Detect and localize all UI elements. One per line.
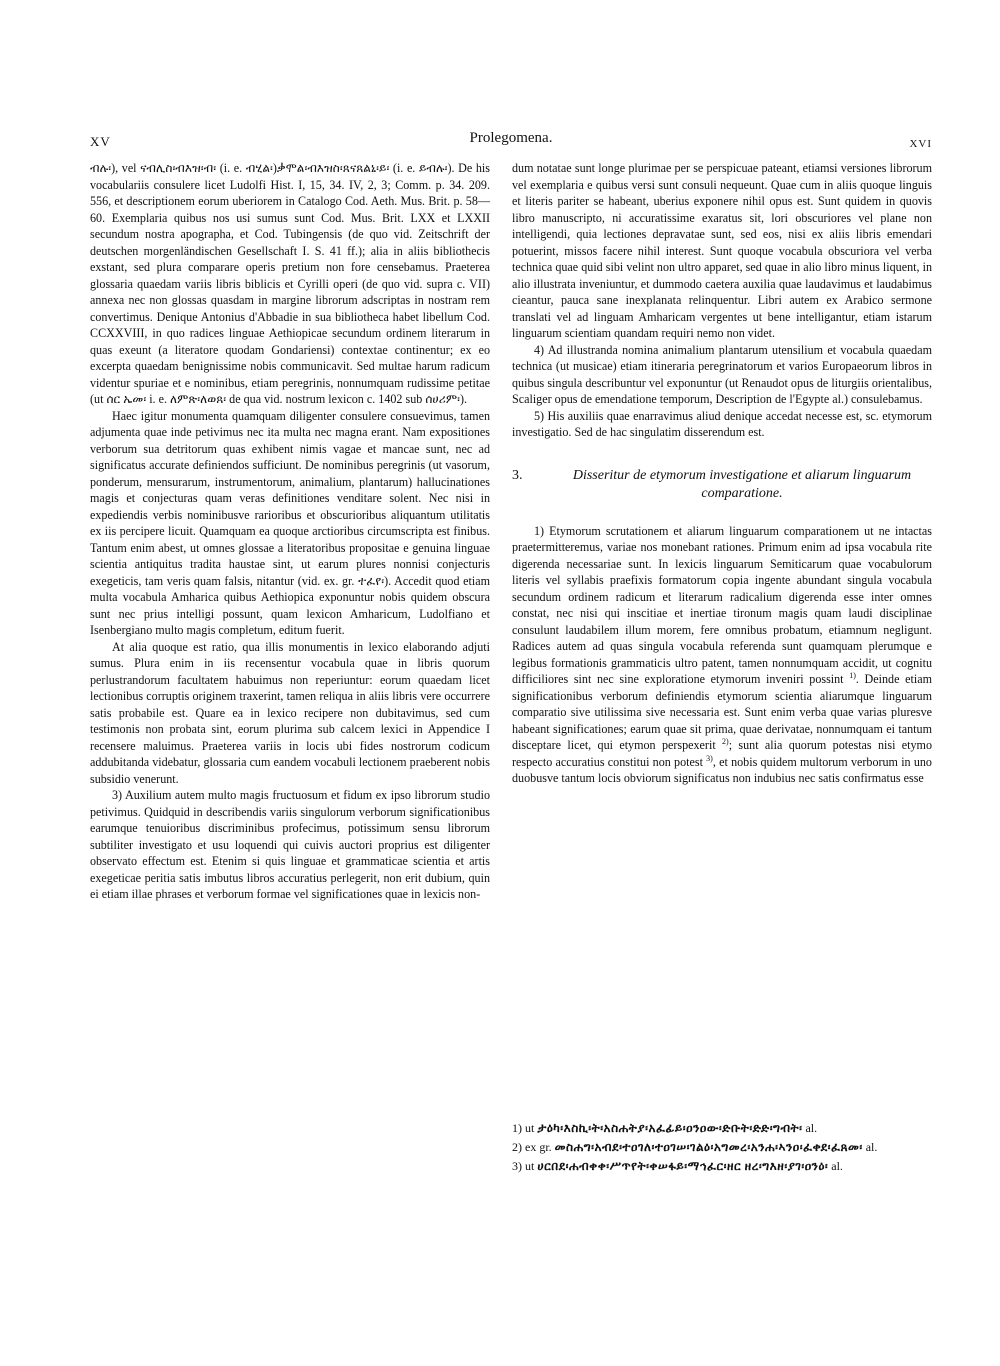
footnote-suffix: al. xyxy=(865,1140,878,1154)
text-run: . Deinde etiam significationibus verborum definiendis etymorum scientia aliarumque linguarum comparatio sive utilissima sive necessaria est. Sunt enim verba quae varias pluresve habeant significationes; earum quae sit prima, quae derivatae, nonnumquam ei tantum disceptare licet, qui etymon perspexerit xyxy=(512,672,932,752)
footnote xyxy=(512,1139,932,1156)
footnote-text: ሀርበደ፡ሐብቀቀ፡ሥጥየት፡ቀሠፋይ፡ማኅፈር፡ዘር ዘረ፡ግእዘ፡ያገ፡ዐንዕ፡ xyxy=(537,1159,829,1173)
paragraph: 4) Ad illustranda nomina animalium plantarum utensilium et vocabula quaedam technica (ut musicae) etiam itineraria peregrinatorum et varios Europaeorum libros in quibus singula describuntur vel exponuntur (ut Renaudot opus de liturgiis orientalibus, Scaliger opus de emendatione temporum, Description de l'Egypte al.) consulebamus. xyxy=(512,342,932,406)
page-header xyxy=(90,130,932,156)
footnote-suffix: al. xyxy=(805,1121,818,1135)
footnote-prefix: ex gr. xyxy=(525,1140,552,1154)
paragraph xyxy=(512,523,932,787)
footnote xyxy=(512,1120,932,1137)
footnote-ref[interactable]: 3) xyxy=(706,753,713,763)
footnote-mark: 1) xyxy=(512,1121,522,1135)
footnote xyxy=(512,1158,932,1175)
footnotes xyxy=(512,1118,932,1177)
running-title: Prolegomena. xyxy=(469,130,553,146)
paragraph: At alia quoque est ratio, qua illis monumentis in lexico elaborando adjuti sumus. Plura enim in iis recensentur vocabula quae in libris quorum perlustrandorum facultatem habuimus non reperiuntur: eorum quaedam licet lectionibus corruptis originem traxerint, tamen reliqua in aliis libris vere occurrere satis probabile est. Quare ea in lexico recipere non dubitavimus, sed cum testimonis non probata sint, eorum plurima sub calcem lexici in Appendice I recensere maluimus. Praeterea variis in locis ubi fides nostrorum codicum addubitanda videbatur, glossaria cum eandem vocabuli lectionem praeberent nobis subsidio venerunt. xyxy=(90,639,490,786)
left-column xyxy=(90,160,490,903)
footnote-prefix: ut xyxy=(525,1159,535,1173)
footnote-ref[interactable]: 2) xyxy=(722,736,729,746)
right-column xyxy=(512,160,932,787)
paragraph: 3) Auxilium autem multo magis fructuosum et fidum ex ipso librorum studio petivimus. Quidquid in describendis variis singulorum verborum significationibus earumque tenuioribus discriminibus profecimus, potissimum sensu librorum subtiliter investigato et usu loquendi qui cuivis auctori proprius est diligenter observato effectum est. Etenim si quis linguae et grammaticae scientia et artis exegeticae peritia satis imbutus libros accuratius perlegerit, non erit dubium, quin ei etiam illae phrases et verborum formae vel significationes quae in lexicis non- xyxy=(90,788,490,901)
paragraph: Haec igitur monumenta quamquam diligenter consulere consuevimus, tamen adjumenta quae inde petivimus nec ita multa nec magna erant. Nam expositiones verborum sua detritorum quas exhibent nimis vagae et mancae sunt, nec ad significatus accurate definiendos sufficiunt. De nominibus peregrinis (ut vasorum, ponderum, mensurarum, instrumentorum, animalium, plantarum) hallucinationes magis et conjecturas quam veras definitiones venditare solent. Nec nisi in expediendis verbis nominibusve rarioribus et obscurioribus aliquantum utilitatis ex iis percipere licuit. Quamquam ea quoque arctioribus circumscripta est finibus. Tantum enim abest, ut omnes glossae a literatoribus propositae e genuina linguae scientia antiquitus tradita haustae sint, ut earum plures nonnisi conjecturis exegeticis, tam veris quam falsis, nitantur (vid. ex. gr. ተፈየ፡). Accedit quod etiam multa vocabula Amharica quibus Aethiopica exponuntur nobis quidem obscura sunt nec prius intelligi possunt, quam lexicon Amharicum, Ludolfiano et Isenbergiano multo magis completum, editum fuerit. xyxy=(90,408,490,637)
paragraph: ብሉ፡), vel ናብሊስ፡ብእዝ፡ብ፡ (i. e. ብሂል፡)ቃሞል፡ብእዝስ፡ጸናጸልኒ፡ይ፡ (i. e. ይብሉ፡). De his vocabulariis consulere licet Ludolfi Hist. I, 15, 34. IV, 2, 3; Comm. p. 34. 209. 556, et descriptionem eorum uberiorem in Catalogo Cod. Aeth. Mus. Brit. p. 58—60. Exemplaria quibus nos usi sumus sunt Cod. Mus. Brit. LXX et LXXII secundum nostra apographa, et Cod. Tubingensis (de quo vid. Zeitschrift der deutschen morgenländischen Gesellschaft I. S. 41 ff.); alia in aliis bibliothecis exstant, sed plura comparare operis pretium non fore censebamus. Praeterea glossaria quaedam variis libris biblicis et Cyrilli operi (de quo vid. supra c. VII) annexa nec non glossas quasdam in margine librorum adscriptas in nostram rem convertimus. Denique Antonius d'Abbadie in sua bibliotheca habet libellum Cod. CCXXVIII, in quo radices linguae Aethiopicae secundum ordinem literarum in quas exeunt (a literatore quodam Gondariensi) contextae continentur; ex eo excerpta quaedam benignissime nobis communicavit. Sed multae harum radicum videntur spuriae et e nominibus, etiam peregrinis, nonnumquam rudissime petitae (ut ሰር ኤመ፡ i. e. ለምጽ፡ለወጸ፡ de qua vid. nostrum lexicon c. 1402 sub ሰሀሪም፡). xyxy=(90,161,490,406)
footnote-suffix: al. xyxy=(831,1159,843,1173)
footnote-prefix: ut xyxy=(525,1121,535,1135)
paragraph: 5) His auxiliis quae enarravimus aliud denique accedat necesse est, sc. etymorum investigatio. Sed de hac singulatim disserendum est. xyxy=(512,408,932,439)
section-number: 3. xyxy=(512,467,523,483)
footnote-text: መስሐግ፡አብደ፡ተዐገለ፡ተዐገሠ፡ገልዕ፡አግመረ፡አንሐ፡ኣንዐ፡ፈቀደ፡ፈጸመ፡ xyxy=(554,1140,863,1154)
text-run: ; sunt alia quorum potestas nisi etymo respecto accuratius constitui non potest xyxy=(512,738,933,769)
footnote-ref[interactable]: 1) xyxy=(849,670,856,680)
section-heading xyxy=(512,467,932,503)
text-run: 1) Etymorum scrutationem et aliarum linguarum comparationem ut ne intactas praetermitteremus, variae nos monebant rationes. Primum enim ad ipsa vocabula rite digerenda necessariae sunt. In lexicis linguarum Semiticarum quae vocabulorum literis vel syllabis praefixis formatorum copia ingente abundant singula vocabula secundum ordinem radicum et literarum radicalium digerenda esse inter omnes constat, nec nisi qui inscitiae et inertiae tironum magis quam laudi disciplinae consulunt laudabilem illum morem, fere omnibus probatum, etiamnum negligunt. Radices autem ad quas singula vocabula referenda sunt quamquam plerumque e legibus formationis grammaticis ultro patent, tamen nonnumquam accidit, ut cognitu difficiliores sint nec sine exploratione etymorum inveniri possint xyxy=(512,523,932,686)
footnote-mark: 2) xyxy=(512,1140,522,1154)
left-page-number: XV xyxy=(90,134,111,149)
text-run: , et nobis quidem multorum verborum in uno duobusve tantum locis obviorum significatus non indubius nec satis confirmatus esse xyxy=(512,754,932,785)
footnote-mark: 3) xyxy=(512,1159,522,1173)
paragraph: dum notatae sunt longe plurimae per se perspicuae pateant, etiamsi versiones librorum vel exemplaria e quibus versi sunt consuli nequeunt. Quae cum in aliis quoque linguis et literis pariter se habeant, uberius exponere nihil opus est. Sunt quidem in quovis libro manuscripto, ni accuratissime exaratus sit, lori obscuriores vel plane non intelligendi, quia lectiones depravatae sunt, sed eos, nisi ex aliis libris emendari potuerint, missos facere nihil interest. Sunt quoque vocabula obscuriora vel verba technica quae quid sibi velint non ultro apparet, sed quae in alio libro minus liquent, in alio illustrata inveniuntur, et dummodo caetera auxilia quae laudavimus et laudabimus cieantur, pauca sane inexplanata relinquentur. Libri autem ex Arabico sermone translati vel ad linguam Amharicam vergentes ut bene intelligantur, etiam istarum linguarum scientiam quandam requiri nemo non videt. xyxy=(512,161,932,340)
footnote-text: ታዕካ፡እስኪ፡ት፡አስሐትያ፡አፈፊይ፡ዐንዐው፡ድቡት፡ድድ፡ግብት፡ xyxy=(537,1121,803,1135)
section-title: Disseritur de etymorum investigatione et aliarum linguarum comparatione. xyxy=(572,467,912,501)
right-page-number: XVI xyxy=(909,138,932,150)
